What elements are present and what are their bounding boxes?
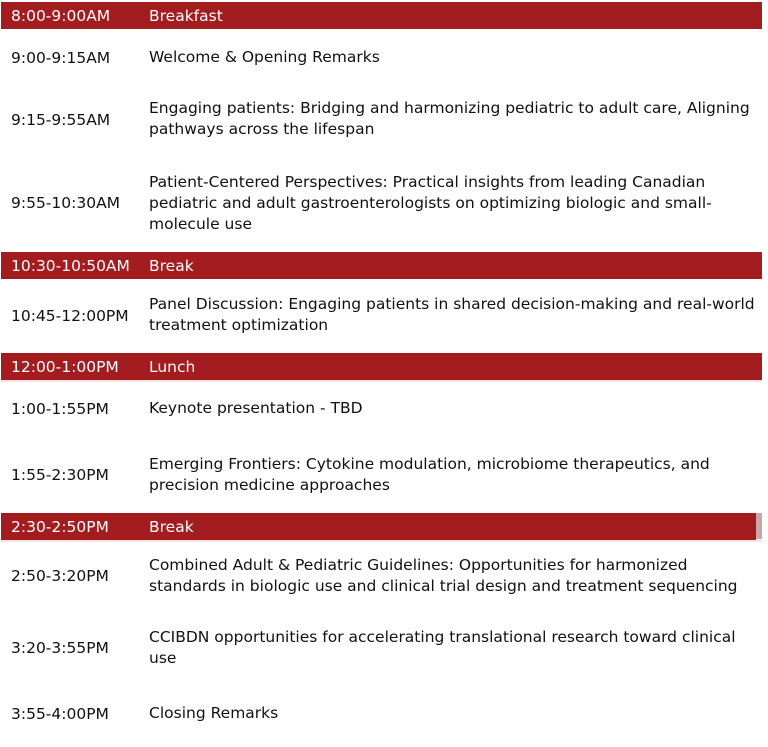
agenda-row-panel-discussion xyxy=(1,292,762,338)
agenda-row-patient-centered xyxy=(1,170,762,236)
agenda-row-ccibdn xyxy=(1,625,762,671)
agenda-time: 1:00-1:55PM xyxy=(11,400,109,418)
agenda-title: CCIBDN opportunities for accelerating translational research toward clinical use xyxy=(149,628,736,667)
agenda-row-engaging-patients xyxy=(1,96,762,144)
agenda-row-break-afternoon xyxy=(1,513,756,540)
agenda-title: Engaging patients: Bridging and harmonizing pediatric to adult care, Aligning pathways across the lifespan xyxy=(149,99,750,138)
divider xyxy=(1,380,762,382)
agenda-time: 10:30-10:50AM xyxy=(11,256,130,275)
agenda-time: 10:45-12:00PM xyxy=(11,307,129,325)
agenda-row-break-morning xyxy=(1,252,762,279)
agenda-row-guidelines xyxy=(1,553,762,599)
agenda-time: 2:30-2:50PM xyxy=(11,517,109,536)
agenda-time: 3:55-4:00PM xyxy=(11,705,109,723)
agenda-title: Welcome & Opening Remarks xyxy=(149,48,380,66)
agenda-row-welcome xyxy=(1,42,762,74)
agenda-title: Lunch xyxy=(149,357,196,376)
agenda-time: 1:55-2:30PM xyxy=(11,466,109,484)
agenda-row-closing xyxy=(1,700,762,728)
agenda-row-keynote xyxy=(1,396,762,422)
agenda-time: 9:55-10:30AM xyxy=(11,194,121,212)
agenda-title: Break xyxy=(149,256,194,275)
agenda-title: Keynote presentation - TBD xyxy=(149,399,363,417)
agenda-time: 12:00-1:00PM xyxy=(11,357,119,376)
agenda-time: 9:00-9:15AM xyxy=(11,49,111,67)
agenda-title: Breakfast xyxy=(149,6,223,25)
agenda-title: Closing Remarks xyxy=(149,704,279,722)
agenda-title: Combined Adult & Pediatric Guidelines: Opportunities for harmonized standards in biologic use and clinical trial design and treatment sequencing xyxy=(149,556,738,595)
agenda-title: Emerging Frontiers: Cytokine modulation, microbiome therapeutics, and precision medicine approaches xyxy=(149,455,710,494)
agenda-title: Break xyxy=(149,517,194,536)
agenda-row-lunch xyxy=(1,353,762,380)
agenda-time: 8:00-9:00AM xyxy=(11,6,111,25)
agenda-time: 2:50-3:20PM xyxy=(11,567,109,585)
divider xyxy=(1,540,762,542)
agenda-time: 3:20-3:55PM xyxy=(11,639,109,657)
agenda-title: Patient-Centered Perspectives: Practical insights from leading Canadian pediatric and adult gastroenterologists on optimizing biologic and small-molecule use xyxy=(149,173,712,233)
agenda-time: 9:15-9:55AM xyxy=(11,111,111,129)
agenda-row-breakfast xyxy=(1,2,762,29)
agenda-title: Panel Discussion: Engaging patients in shared decision-making and real-world treatment optimization xyxy=(149,295,755,334)
scroll-edge xyxy=(756,513,762,539)
agenda-row-emerging-frontiers xyxy=(1,452,762,498)
